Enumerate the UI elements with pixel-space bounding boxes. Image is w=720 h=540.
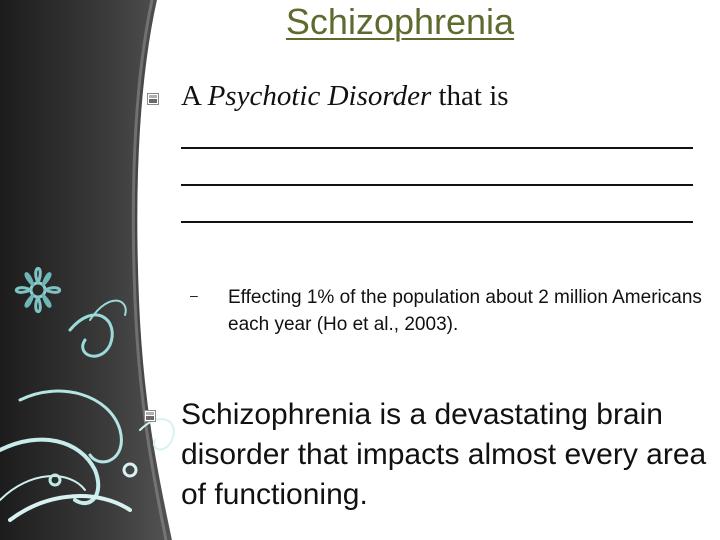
fill-in-blank-line-3 (181, 221, 693, 223)
bullet-devastating-disorder: Schizophrenia is a devastating brain disorder that impacts almost every area of functioning. (181, 398, 707, 511)
sub-bullet-dash: – (190, 287, 198, 303)
bullet1-italic-term: Psychotic Disorder (207, 80, 432, 112)
bullet-psychotic-disorder (181, 78, 701, 115)
bullet1-text-before: A (181, 80, 201, 112)
slide-title: Schizophrenia (285, 1, 515, 42)
bullet1-text-after: that is (438, 80, 509, 112)
sub-bullet-prevalence: Effecting 1% of the population about 2 million Americans each year (Ho et al., 2003). (228, 287, 702, 335)
bullet-icon (147, 93, 159, 105)
bullet-icon (144, 410, 156, 422)
fill-in-blank-line-1 (181, 147, 693, 149)
fill-in-blank-line-2 (181, 184, 693, 186)
decorative-side-panel (0, 0, 200, 540)
